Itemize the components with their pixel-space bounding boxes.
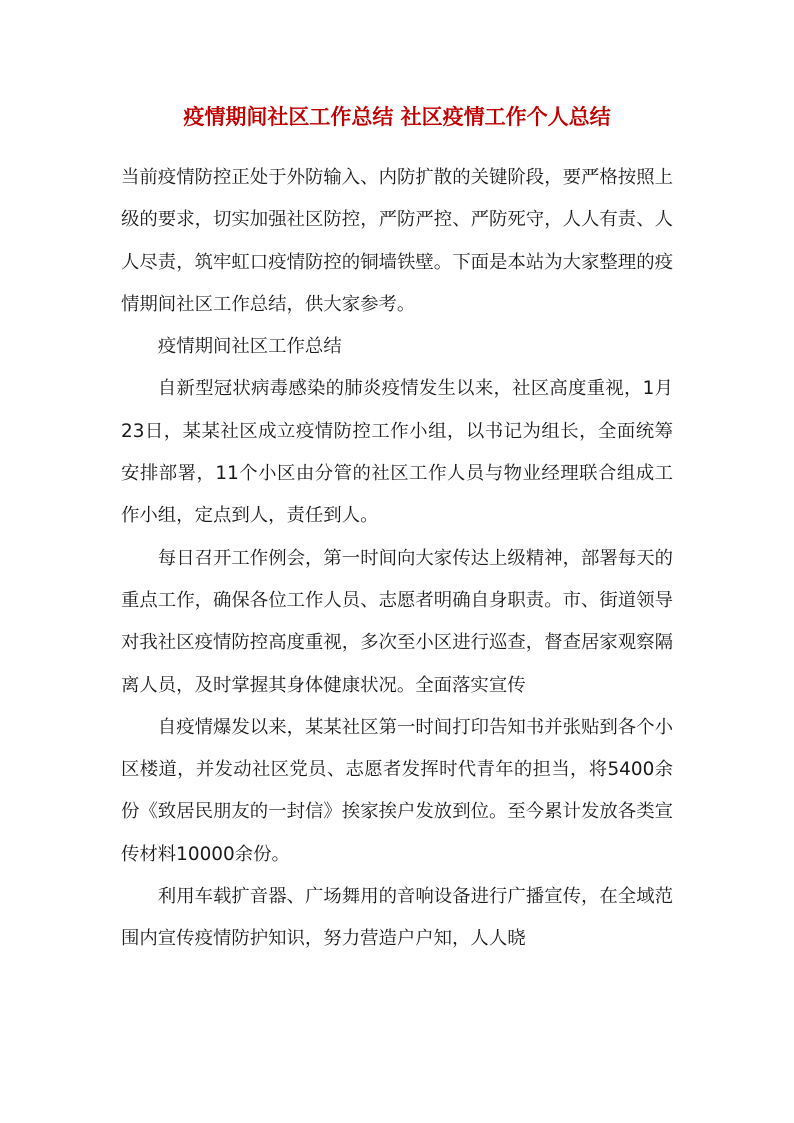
body-paragraph: 自新型冠状病毒感染的肺炎疫情发生以来，社区高度重视，1月23日，某某社区成立疫情防控工作小组，以书记为组长，全面统筹安排部署，11个小区由分管的社区工作人员与物业经理联合组成工作小组，定点到人，责任到人。 (121, 378, 673, 527)
body-paragraph: 利用车载扩音器、广场舞用的音响设备进行广播宣传，在全域范围内宣传疫情防护知识，努力营造户户知，人人晓 (121, 886, 673, 950)
body-paragraph: 每日召开工作例会，第一时间向大家传达上级精神，部署每天的重点工作，确保各位工作人员、志愿者明确自身职责。市、街道领导对我社区疫情防控高度重视，多次至小区进行巡查，督查居家观察隔离人员，及时掌握其身体健康状况。全面落实宣传 (121, 547, 673, 696)
document-title: 疫情期间社区工作总结 社区疫情工作个人总结 (183, 104, 611, 129)
section-heading: 疫情期间社区工作总结 (157, 336, 342, 358)
intro-paragraph: 当前疫情防控正处于外防输入、内防扩散的关键阶段，要严格按照上级的要求，切实加强社区防控，严防严控、严防死守，人人有责、人人尽责，筑牢虹口疫情防控的铜墙铁壁。下面是本站为大家整理的疫情期间社区工作总结，供大家参考。 (121, 167, 673, 315)
body-paragraph: 自疫情爆发以来，某某社区第一时间打印告知书并张贴到各个小区楼道，并发动社区党员、志愿者发挥时代青年的担当，将5400余份《致居民朋友的一封信》挨家挨户发放到位。至今累计发放各类宣传材料10000余份。 (121, 716, 673, 865)
document-body (121, 157, 673, 961)
